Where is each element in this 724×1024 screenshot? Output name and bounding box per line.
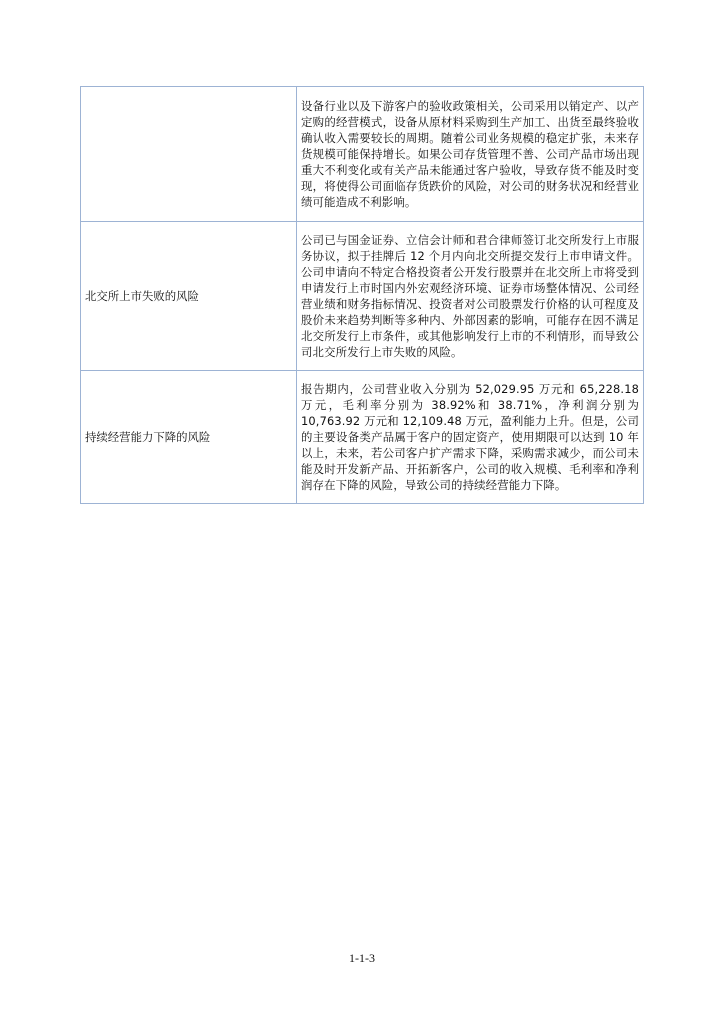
page-number: 1-1-3 bbox=[349, 951, 375, 965]
risk-name-cell bbox=[81, 87, 297, 222]
table-row bbox=[81, 371, 644, 504]
risk-factor-table bbox=[80, 86, 644, 504]
table-row bbox=[81, 222, 644, 371]
table-row bbox=[81, 87, 644, 222]
risk-name-cell: 持续经营能力下降的风险 bbox=[81, 371, 297, 504]
risk-name-cell: 北交所上市失败的风险 bbox=[81, 222, 297, 371]
risk-description-cell: 设备行业以及下游客户的验收政策相关，公司采用以销定产、以产定购的经营模式，设备从原材料采购到生产加工、出货至最终验收确认收入需要较长的周期。随着公司业务规模的稳定扩张，未来存货规模可能保持增长。如果公司存货管理不善、公司产品市场出现重大不利变化或有关产品未能通过客户验收，导致存货不能及时变现，将使得公司面临存货跌价的风险，对公司的财务状况和经营业绩可能造成不利影响。 bbox=[297, 87, 644, 222]
risk-description-cell: 报告期内，公司营业收入分别为 52,029.95 万元和 65,228.18 万元，毛利率分别为 38.92%和 38.71%，净利润分别为 10,763.92 万元和 12,109.48 万元，盈利能力上升。但是，公司的主要设备类产品属于客户的固定资产，使用期限可以达到 10 年以上，未来，若公司客户扩产需求下降，采购需求减少，而公司未能及时开发新产品、开拓新客户，公司的收入规模、毛利率和净利润存在下降的风险，导致公司的持续经营能力下降。 bbox=[297, 371, 644, 504]
risk-description-cell: 公司已与国金证券、立信会计师和君合律师签订北交所发行上市服务协议，拟于挂牌后 12 个月内向北交所提交发行上市申请文件。公司申请向不特定合格投资者公开发行股票并在北交所上市将受到申请发行上市时国内外宏观经济环境、证券市场整体情况、公司经营业绩和财务指标情况、投资者对公司股票发行价格的认可程度及股价未来趋势判断等多种内、外部因素的影响，可能存在因不满足北交所发行上市条件，或其他影响发行上市的不利情形，而导致公司北交所发行上市失败的风险。 bbox=[297, 222, 644, 371]
